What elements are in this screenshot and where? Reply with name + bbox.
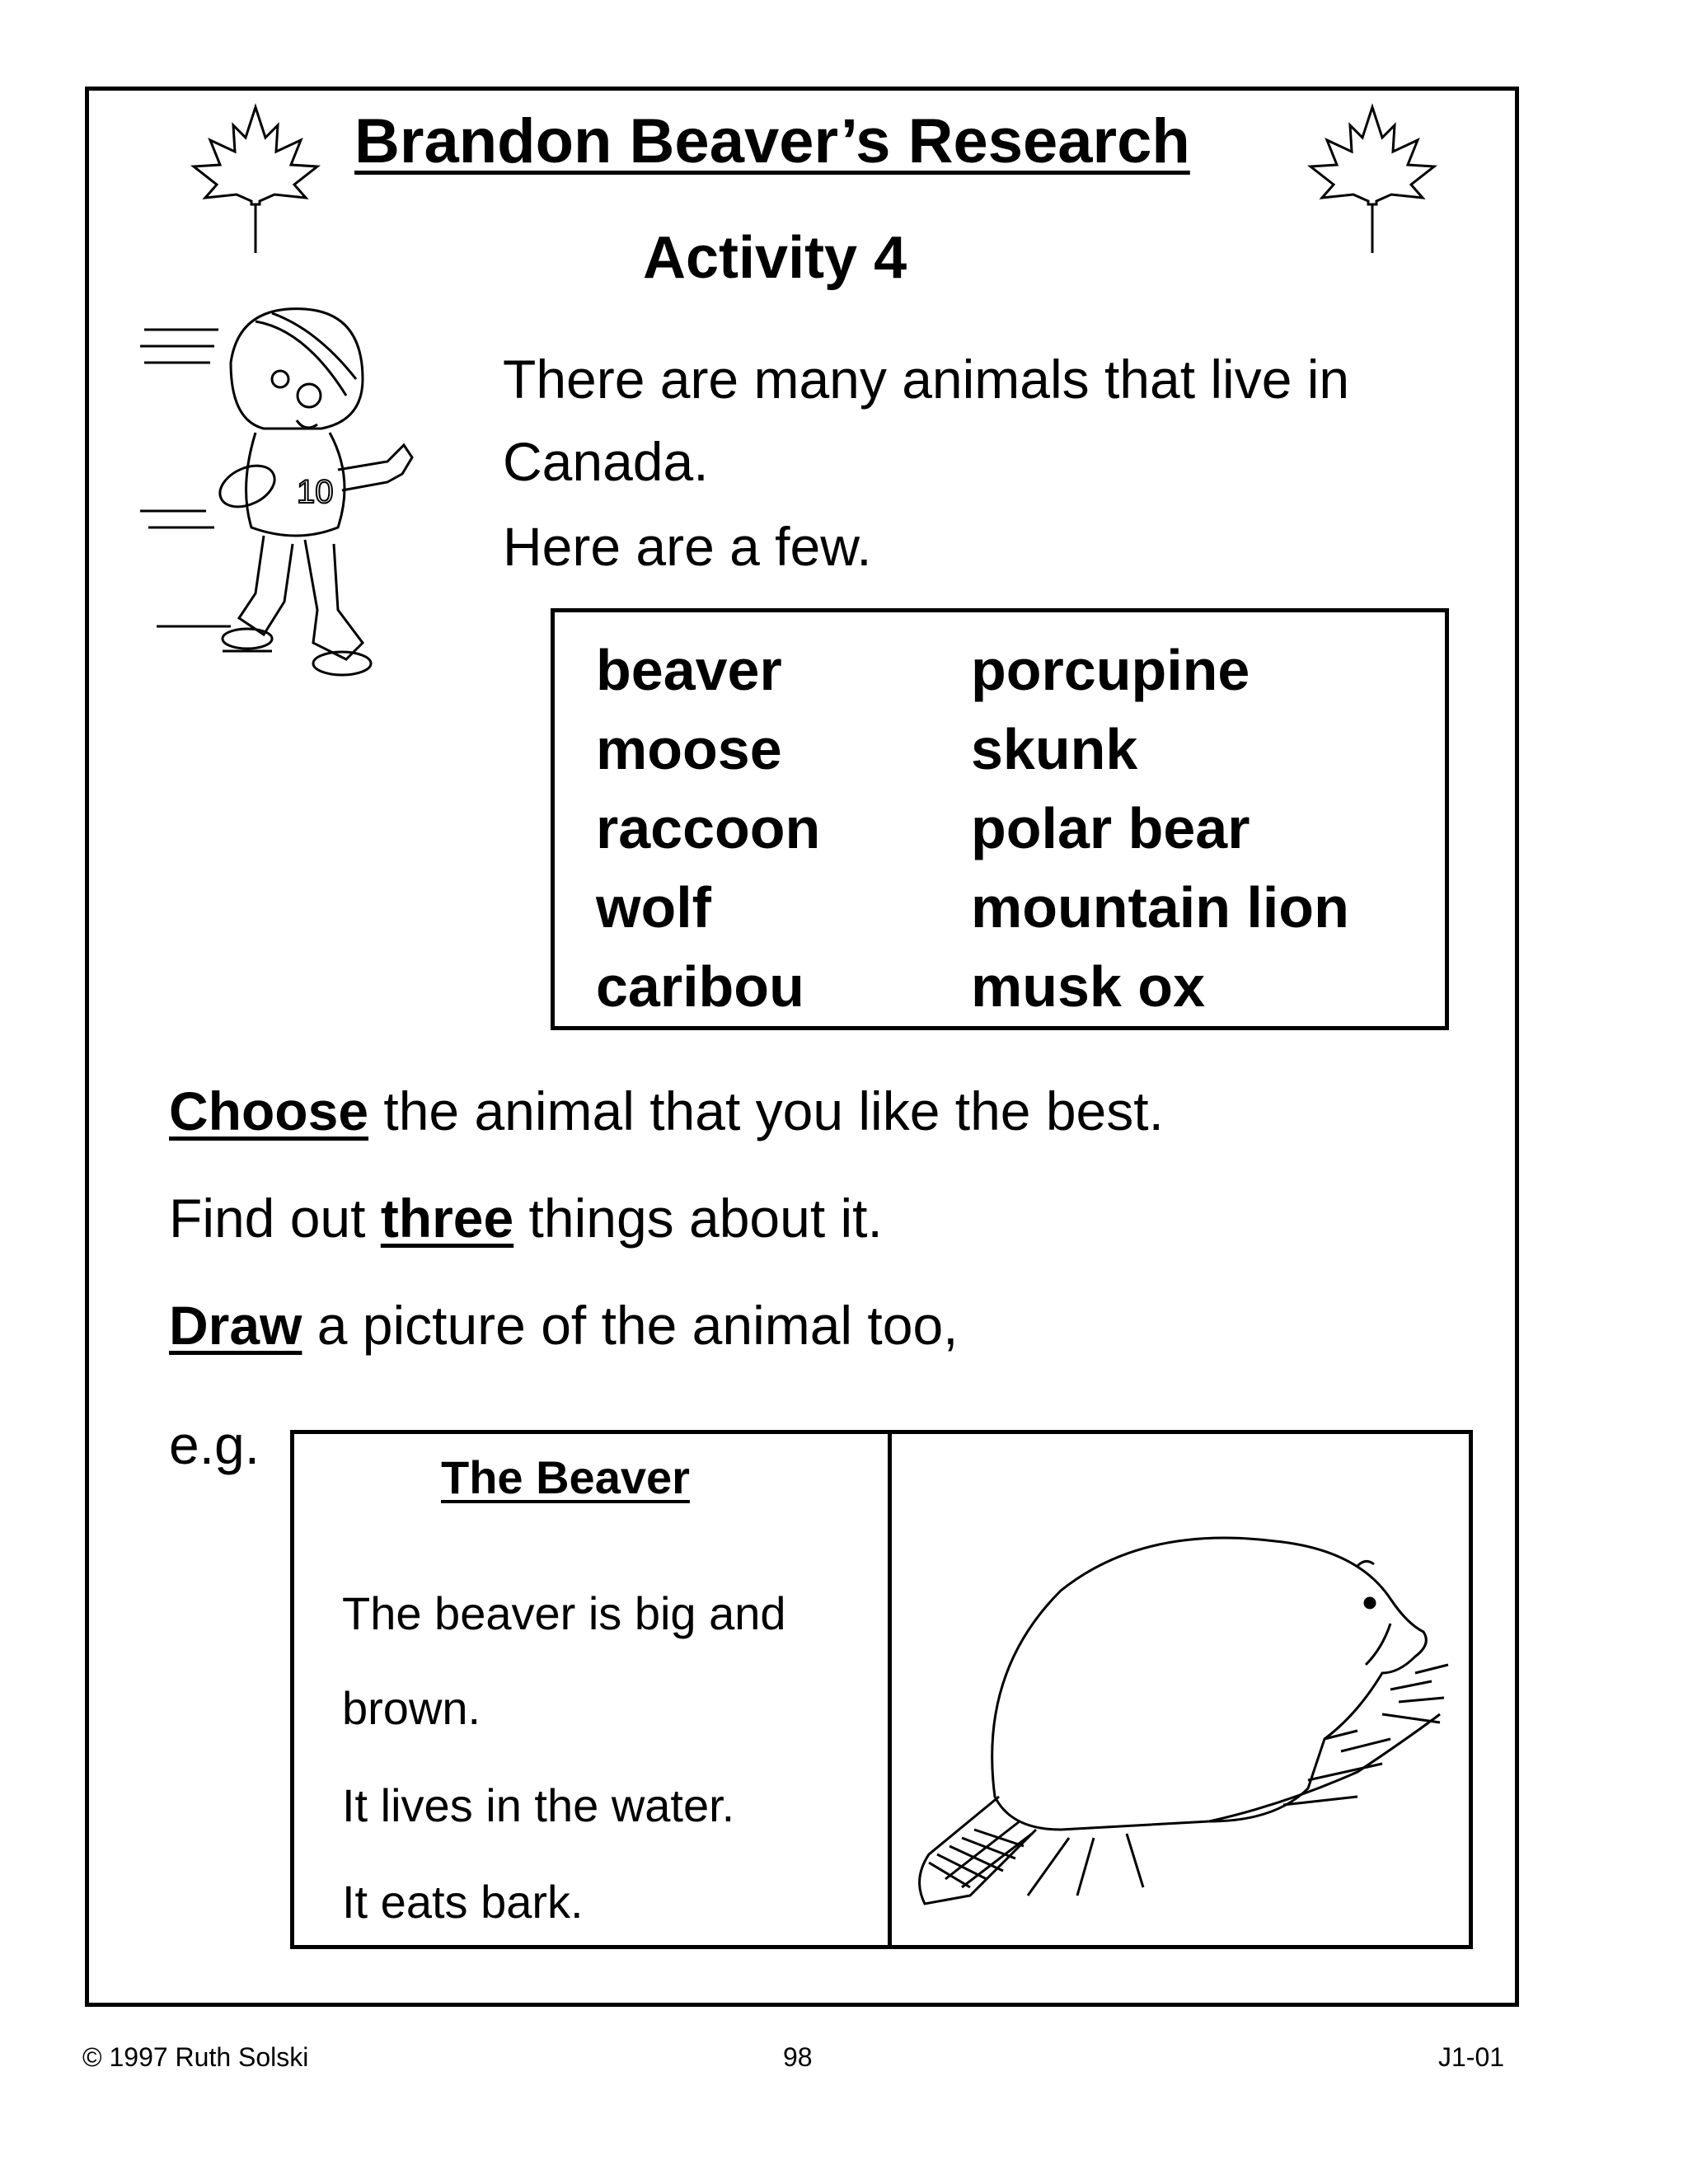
instruction-keyword: three bbox=[380, 1188, 514, 1249]
example-divider bbox=[888, 1434, 892, 1945]
activity-heading: Activity 4 bbox=[643, 225, 907, 291]
instruction-keyword: Draw bbox=[169, 1295, 302, 1356]
beaver-illustration bbox=[896, 1467, 1465, 1929]
instruction-text: things about it. bbox=[513, 1188, 883, 1249]
example-label: e.g. bbox=[169, 1414, 260, 1475]
page-title: Brandon Beaver’s Research bbox=[354, 106, 1190, 176]
animal-name: wolf bbox=[596, 875, 711, 940]
animal-name: skunk bbox=[971, 717, 1138, 781]
example-line: brown. bbox=[342, 1682, 481, 1734]
example-line: The beaver is big and bbox=[342, 1587, 786, 1639]
animal-name: musk ox bbox=[971, 954, 1205, 1019]
animal-column-1 bbox=[596, 630, 820, 1026]
svg-text:10: 10 bbox=[297, 474, 334, 510]
maple-leaf-icon bbox=[1302, 101, 1442, 257]
beaver-football-player-illustration bbox=[140, 297, 470, 725]
instruction-text: a picture of the animal too, bbox=[302, 1295, 959, 1356]
animal-name: moose bbox=[596, 717, 782, 781]
animal-name: beaver bbox=[596, 638, 782, 702]
example-box bbox=[290, 1430, 1473, 1949]
animal-name: raccoon bbox=[596, 796, 821, 860]
animal-name: mountain lion bbox=[971, 875, 1349, 940]
example-title: The Beaver bbox=[441, 1451, 690, 1503]
animal-name: polar bear bbox=[971, 796, 1250, 860]
maple-leaf-icon bbox=[185, 101, 326, 257]
instruction-find bbox=[169, 1187, 883, 1249]
animal-name: porcupine bbox=[971, 638, 1250, 702]
copyright-text: © 1997 Ruth Solski bbox=[82, 2042, 309, 2072]
animal-column-2 bbox=[971, 630, 1349, 1026]
animal-list-box bbox=[551, 608, 1449, 1030]
animal-name: caribou bbox=[596, 954, 804, 1019]
product-code: J1-01 bbox=[1438, 2042, 1505, 2072]
instruction-choose bbox=[169, 1080, 1164, 1142]
intro-subtext: Here are a few. bbox=[503, 516, 872, 577]
instruction-text: the animal that you like the best. bbox=[368, 1080, 1164, 1141]
page-number: 98 bbox=[783, 2042, 813, 2072]
instruction-keyword: Choose bbox=[169, 1080, 369, 1141]
example-line: It lives in the water. bbox=[342, 1779, 735, 1831]
instruction-draw bbox=[169, 1294, 959, 1357]
instruction-text: Find out bbox=[169, 1188, 381, 1249]
intro-text: There are many animals that live in Canada. bbox=[503, 349, 1350, 492]
example-line: It eats bark. bbox=[342, 1876, 584, 1928]
